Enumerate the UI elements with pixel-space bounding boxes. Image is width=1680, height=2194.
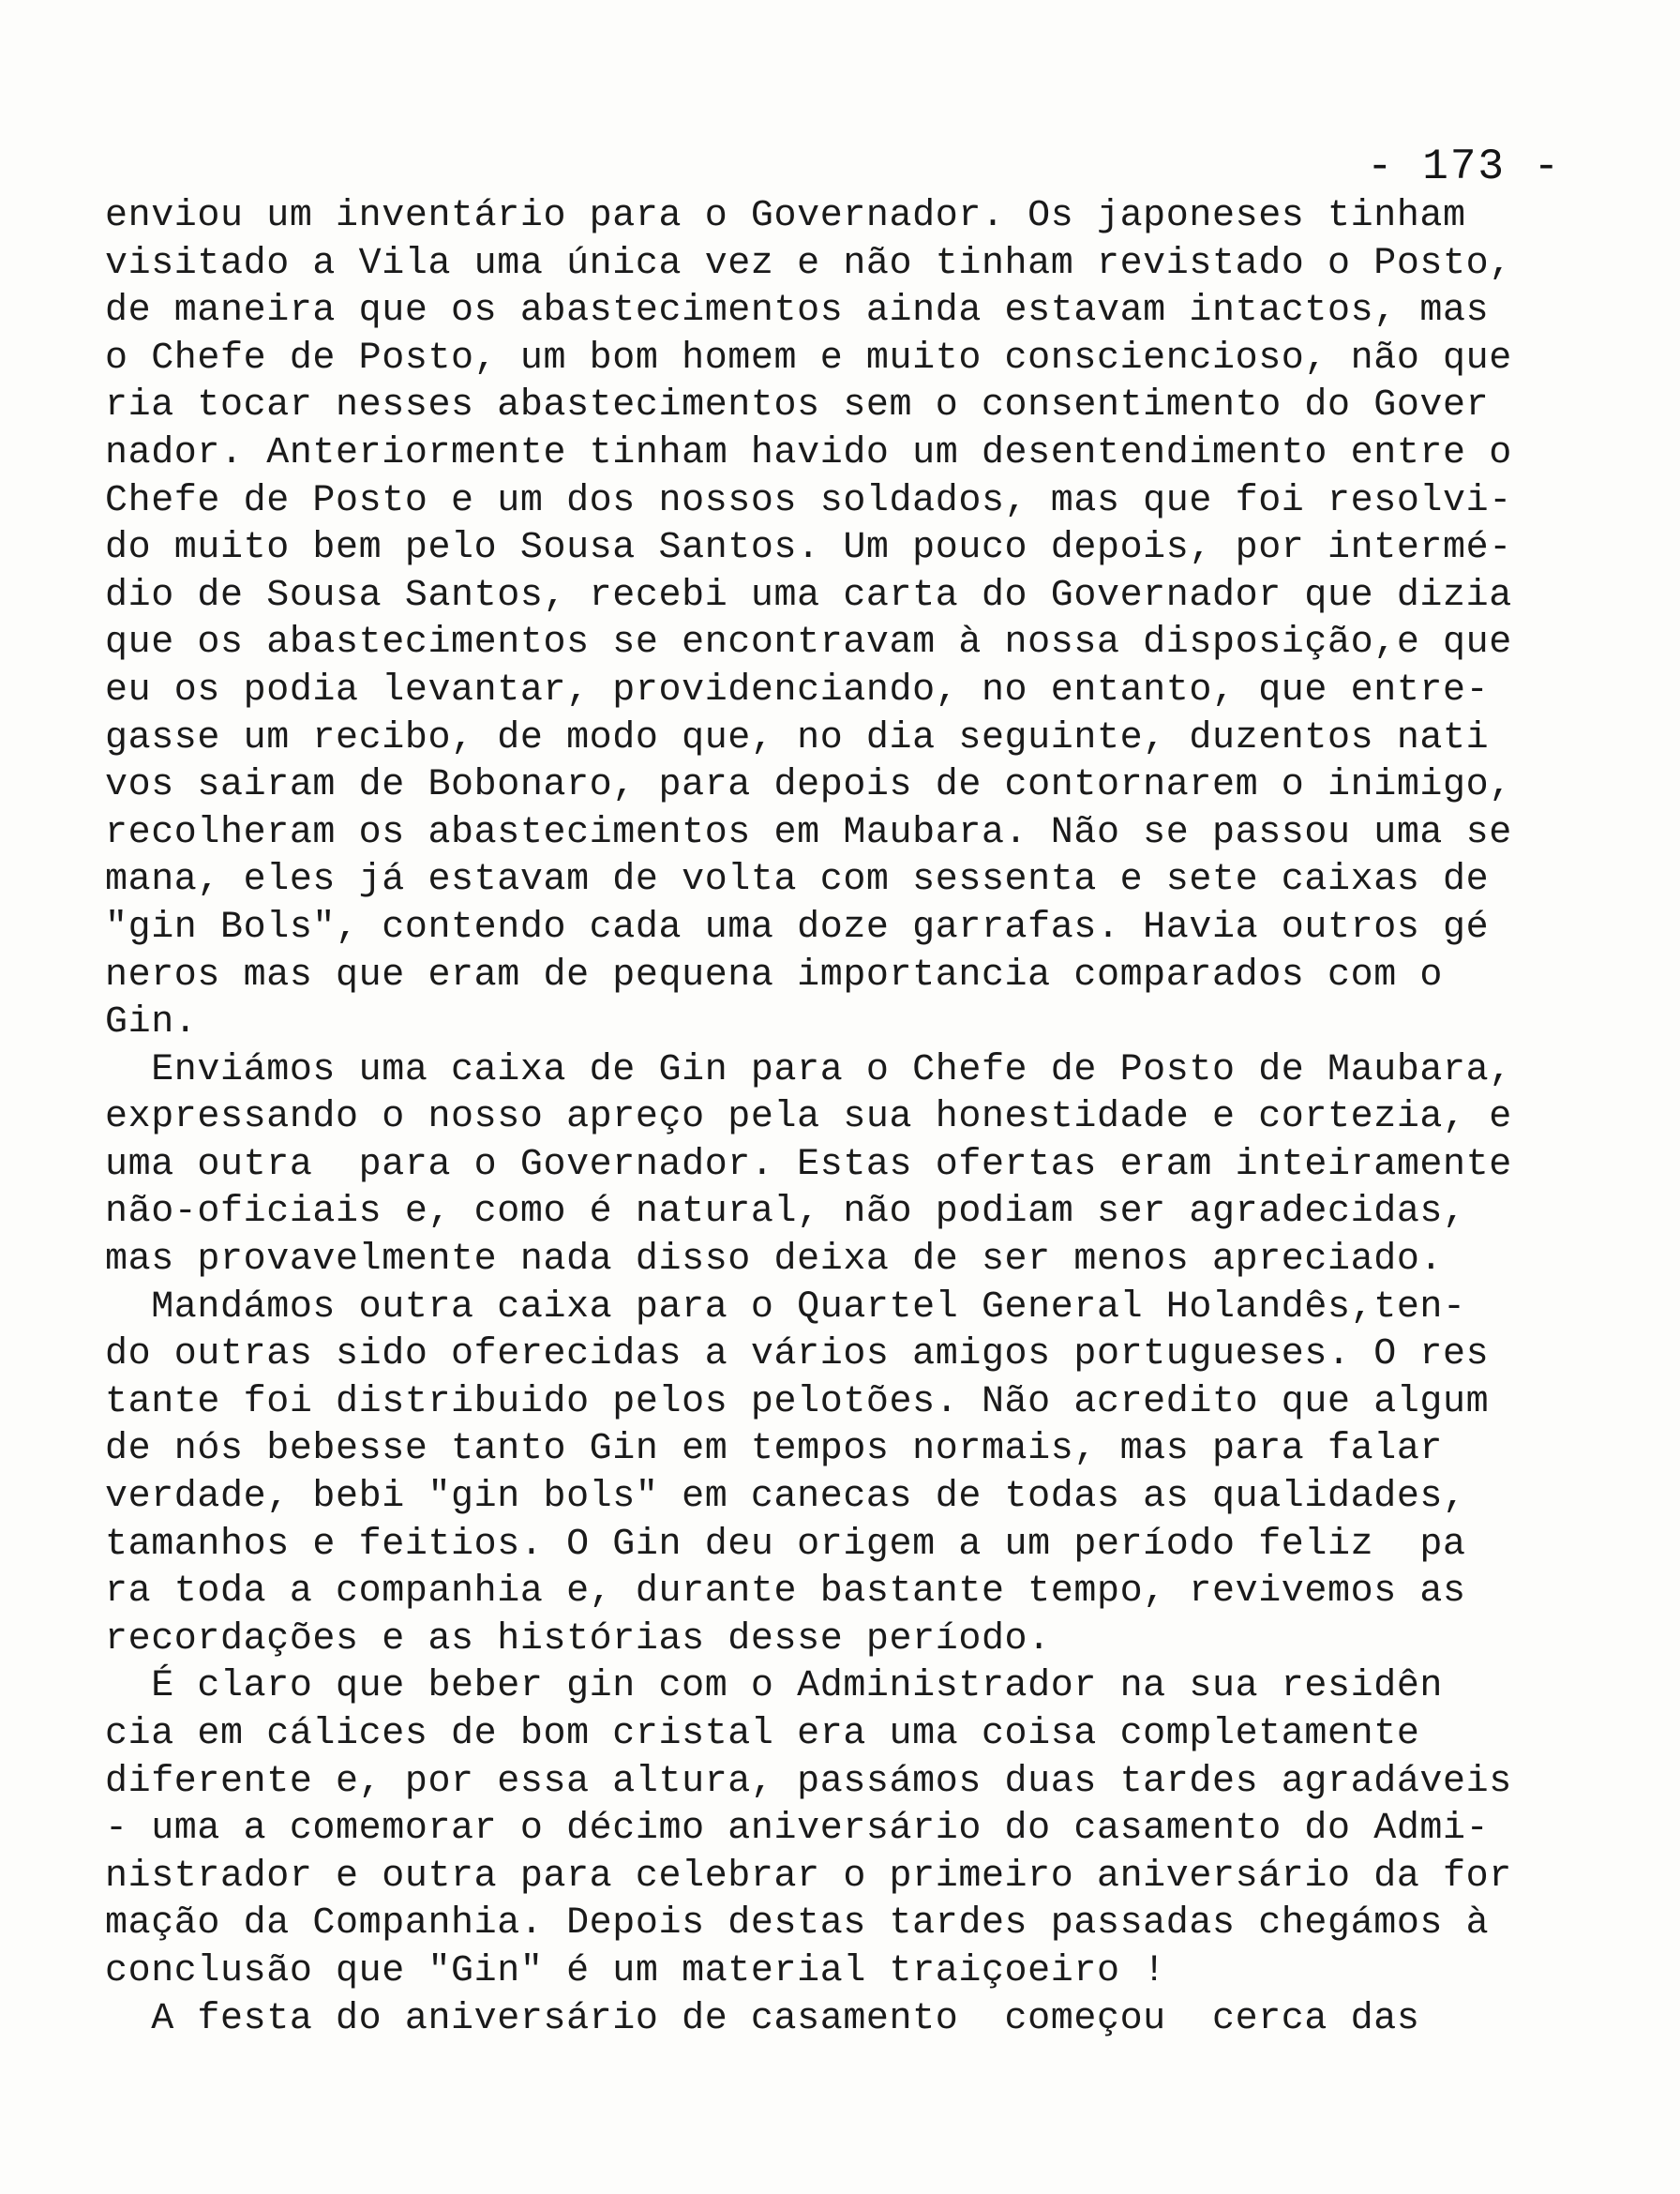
text-line: mação da Companhia. Depois destas tardes passadas chegámos à <box>105 1902 1490 1946</box>
text-line: uma outra para o Governador. Estas ofertas eram inteiramente <box>105 1143 1512 1186</box>
text-line: o Chefe de Posto, um bom homem e muito consciencioso, não que <box>105 337 1512 380</box>
page-number: - 173 - <box>1367 143 1562 191</box>
text-line: de nós bebesse tanto Gin em tempos normais, mas para falar <box>105 1428 1444 1471</box>
text-line: recolheram os abastecimentos em Maubara. Não se passou uma se <box>105 811 1512 854</box>
text-line: Mandámos outra caixa para o Quartel General Holandês,ten- <box>105 1285 1466 1329</box>
text-line: nistrador e outra para celebrar o primeiro aniversário da for <box>105 1855 1512 1898</box>
text-line: recordações e as histórias desse período. <box>105 1617 1051 1661</box>
text-line: ria tocar nesses abastecimentos sem o consentimento do Gover <box>105 384 1490 428</box>
text-line: expressando o nosso apreço pela sua honestidade e cortezia, e <box>105 1096 1512 1139</box>
text-line: vos sairam de Bobonaro, para depois de contornarem o inimigo, <box>105 764 1512 807</box>
text-line: eu os podia levantar, providenciando, no entanto, que entre- <box>105 669 1490 712</box>
text-line: A festa do aniversário de casamento começou cerca das <box>105 1997 1420 2040</box>
text-line: que os abastecimentos se encontravam à nossa disposição,e que <box>105 622 1512 665</box>
text-line: dio de Sousa Santos, recebi uma carta do Governador que dizia <box>105 574 1512 617</box>
text-line: gasse um recibo, de modo que, no dia seguinte, duzentos nati <box>105 716 1490 759</box>
text-line: do outras sido oferecidas a vários amigos portugueses. O res <box>105 1333 1490 1376</box>
text-line: ra toda a companhia e, durante bastante tempo, revivemos as <box>105 1570 1466 1614</box>
typed-text-body <box>105 193 1568 2043</box>
text-line: - uma a comemorar o décimo aniversário do casamento do Admi- <box>105 1808 1490 1851</box>
text-line: Enviámos uma caixa de Gin para o Chefe de Posto de Maubara, <box>105 1048 1512 1091</box>
text-line: tante foi distribuido pelos pelotões. Não acredito que algum <box>105 1380 1490 1423</box>
text-line: visitado a Vila uma única vez e não tinham revistado o Posto, <box>105 242 1512 285</box>
text-line: cia em cálices de bom cristal era uma coisa completamente <box>105 1713 1420 1755</box>
text-line: do muito bem pelo Sousa Santos. Um pouco depois, por intermé- <box>105 527 1512 570</box>
text-line: Gin. <box>105 1001 198 1044</box>
text-line: nador. Anteriormente tinham havido um desentendimento entre o <box>105 431 1512 474</box>
text-line: É claro que beber gin com o Administrador na sua residên <box>105 1665 1444 1708</box>
text-line: Chefe de Posto e um dos nossos soldados, mas que foi resolvi- <box>105 479 1512 522</box>
text-line: mas provavelmente nada disso deixa de ser menos apreciado. <box>105 1239 1444 1282</box>
text-line: de maneira que os abastecimentos ainda estavam intactos, mas <box>105 290 1490 333</box>
text-line: diferente e, por essa altura, passámos duas tardes agradáveis <box>105 1760 1512 1803</box>
text-line: tamanhos e feitios. O Gin deu origem a um período feliz pa <box>105 1523 1466 1566</box>
text-line: "gin Bols", contendo cada uma doze garrafas. Havia outros gé <box>105 906 1490 949</box>
text-line: não-oficiais e, como é natural, não podiam ser agradecidas, <box>105 1191 1466 1234</box>
text-line: neros mas que eram de pequena importancia comparados com o <box>105 954 1444 997</box>
text-line: enviou um inventário para o Governador. Os japoneses tinham <box>105 195 1466 237</box>
text-line: verdade, bebi "gin bols" em canecas de todas as qualidades, <box>105 1476 1466 1519</box>
text-line: conclusão que "Gin" é um material traiçoeiro ! <box>105 1949 1166 1992</box>
text-line: mana, eles já estavam de volta com sessenta e sete caixas de <box>105 859 1490 902</box>
